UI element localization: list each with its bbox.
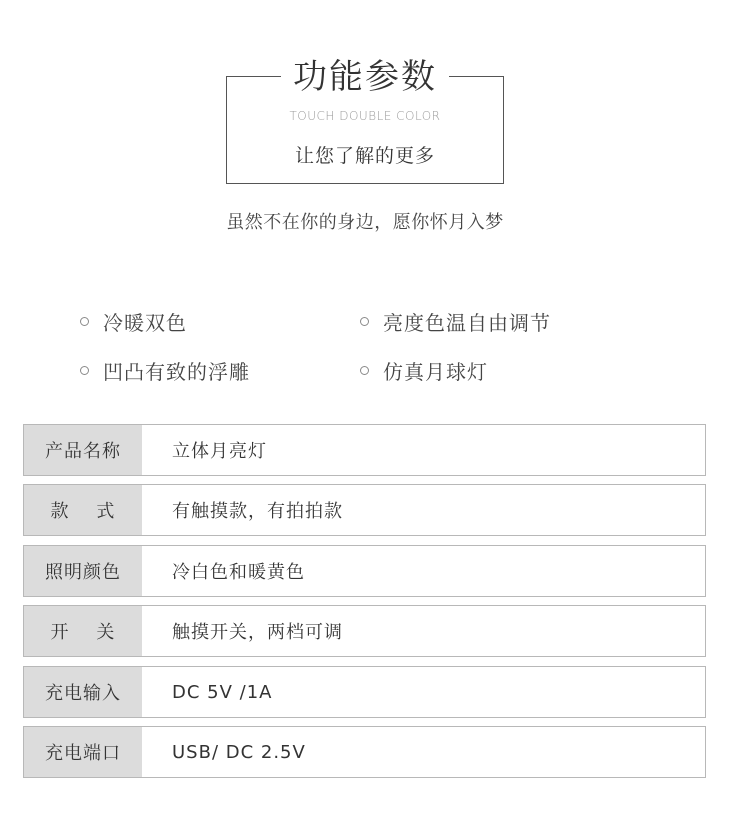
spec-value: 冷白色和暖黄色 [172,562,305,583]
spec-label: 款 式 [24,485,142,535]
learn-more-text: 让您了解的更多 [294,145,435,167]
feature-item [80,356,250,385]
spec-value: DC 5V /1A [172,681,273,703]
page-subtitle: TOUCH DOUBLE COLOR [289,109,441,123]
page-title: 功能参数 [281,57,449,97]
spec-label: 充电输入 [24,667,142,717]
feature-item [80,307,187,336]
spec-row-product-name [23,424,706,476]
spec-value: USB/ DC 2.5V [172,741,306,763]
feature-label: 仿真月球灯 [383,360,488,384]
circle-bullet-icon [80,366,89,375]
feature-label: 冷暖双色 [103,311,187,335]
tagline: 虽然不在你的身边，愿你怀月入梦 [226,212,504,233]
feature-item [360,307,551,336]
spec-row-charging-port [23,726,706,778]
title-frame [226,57,504,184]
spec-value: 触摸开关，两档可调 [172,622,343,643]
circle-bullet-icon [360,366,369,375]
circle-bullet-icon [80,317,89,326]
feature-item [360,356,488,385]
spec-row-style [23,484,706,536]
spec-row-switch [23,605,706,657]
spec-label: 充电端口 [24,727,142,777]
circle-bullet-icon [360,317,369,326]
feature-label: 凹凸有致的浮雕 [103,360,250,384]
spec-label: 产品名称 [24,425,142,475]
spec-label: 照明颜色 [24,546,142,596]
spec-value: 立体月亮灯 [172,441,267,462]
feature-label: 亮度色温自由调节 [383,311,551,335]
spec-row-light-color [23,545,706,597]
spec-label: 开 关 [24,606,142,656]
spec-value: 有触摸款，有拍拍款 [172,501,343,522]
spec-row-charging-input [23,666,706,718]
